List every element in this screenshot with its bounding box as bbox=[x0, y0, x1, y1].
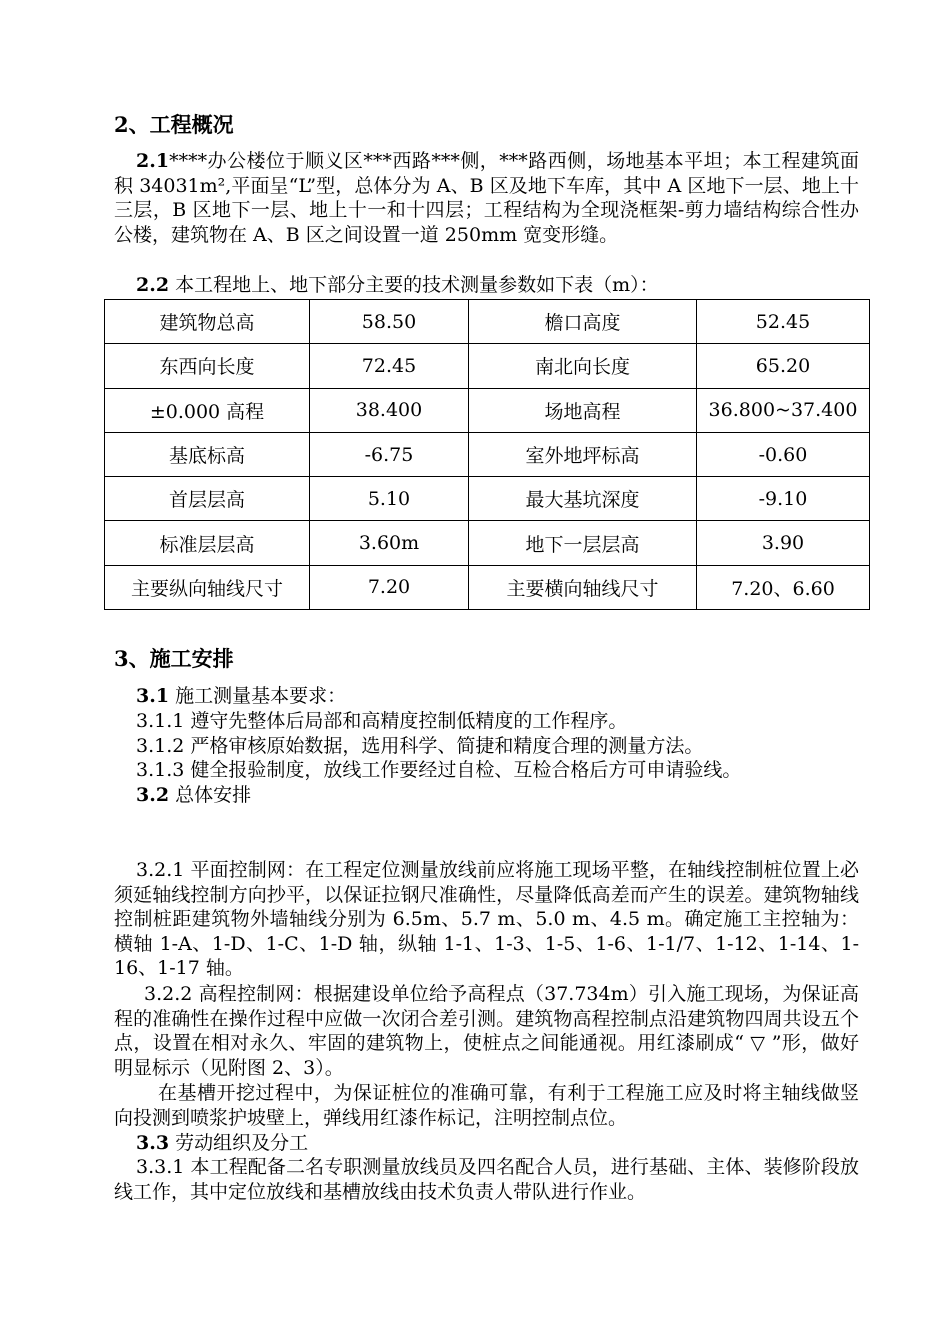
table-label-cell: 南北向长度 bbox=[469, 344, 697, 388]
item-3-1-1: 3.1.1 遵守先整体后局部和高精度控制低精度的工作程序。 bbox=[136, 710, 628, 732]
table-label-cell: 地下一层层高 bbox=[469, 521, 697, 565]
item-3-1-label: 3.1 bbox=[136, 685, 170, 707]
paragraph-2-2-label: 2.2 bbox=[136, 274, 170, 296]
item-3-3 bbox=[114, 1131, 896, 1156]
item-3-3-label: 3.3 bbox=[136, 1132, 170, 1154]
item-3-2-2-continued: 在基槽开挖过程中，为保证桩位的准确可靠，有利于工程施工应及时将主轴线做竖向投测到喷浆护坡壁上，弹线用红漆作标记，注明控制点位。 bbox=[114, 1082, 859, 1129]
table-value-cell: 7.20 bbox=[310, 565, 469, 609]
table-row bbox=[105, 565, 870, 609]
table-label-cell: 檐口高度 bbox=[469, 300, 697, 344]
table-row bbox=[105, 477, 870, 521]
paragraph-2-1 bbox=[114, 149, 859, 247]
table-row bbox=[105, 388, 870, 432]
item-3-2 bbox=[114, 783, 896, 808]
item-3-1-2: 3.1.2 严格审核原始数据，选用科学、简捷和精度合理的测量方法。 bbox=[136, 735, 704, 757]
table-value-cell: -9.10 bbox=[697, 477, 870, 521]
table-value-cell: 5.10 bbox=[310, 477, 469, 521]
table-value-cell: -6.75 bbox=[310, 432, 469, 476]
table-row bbox=[105, 521, 870, 565]
section-2-heading: 2、工程概况 bbox=[114, 112, 234, 137]
table-value-cell: 72.45 bbox=[310, 344, 469, 388]
table-label-cell: 主要纵向轴线尺寸 bbox=[105, 565, 310, 609]
item-3-2-label: 3.2 bbox=[136, 784, 170, 806]
paragraph-2-2-text: 本工程地上、地下部分主要的技术测量参数如下表（m）： bbox=[169, 274, 659, 296]
table-value-cell: 52.45 bbox=[697, 300, 870, 344]
paragraph-2-1-label: 2.1 bbox=[136, 150, 170, 172]
table-value-cell: 65.20 bbox=[697, 344, 870, 388]
item-3-2-2: 3.2.2 高程控制网：根据建设单位给予高程点（37.734m）引入施工现场，为保证高程的准确性在操作过程中应做一次闭合差引测。建筑物高程控制点沿建筑物四周共设五个点，设置在相对永久、牢固的建筑物上，使桩点之间能通视。用红漆刷成“ ▽ ”形，做好明显标示（见附图 2、3）。 bbox=[114, 983, 859, 1079]
item-3-1 bbox=[114, 684, 896, 709]
table-label-cell: 标准层层高 bbox=[105, 521, 310, 565]
table-label-cell: 场地高程 bbox=[469, 388, 697, 432]
table-label-cell: 基底标高 bbox=[105, 432, 310, 476]
table-value-cell: 3.90 bbox=[697, 521, 870, 565]
item-3-2-text: 总体安排 bbox=[169, 784, 252, 806]
table-label-cell: 最大基坑深度 bbox=[469, 477, 697, 521]
section-3-heading: 3、施工安排 bbox=[114, 646, 234, 671]
paragraph-2-1-text: ****办公楼位于顺义区***西路***侧，***路西侧，场地基本平坦；本工程建筑面积 34031m²,平面呈“L”型，总体分为 A、B 区及地下车库，其中 A 区地下一层、地上十三层，B 区地下一层、地上十一和十四层；工程结构为全现浇框架-剪力墙结构综合性办公楼，建筑物在 A、B 区之间设置一道 250mm 宽变形缝。 bbox=[114, 150, 859, 246]
table-row bbox=[105, 432, 870, 476]
table-label-cell: 东西向长度 bbox=[105, 344, 310, 388]
table-value-cell: 58.50 bbox=[310, 300, 469, 344]
table-label-cell: 建筑物总高 bbox=[105, 300, 310, 344]
item-3-1-text: 施工测量基本要求： bbox=[169, 685, 347, 707]
item-3-3-1: 3.3.1 本工程配备二名专职测量放线员及四名配合人员，进行基础、主体、装修阶段放线工作，其中定位放线和基槽放线由技术负责人带队进行作业。 bbox=[114, 1156, 859, 1203]
table-value-cell: 36.800~37.400 bbox=[697, 388, 870, 432]
survey-parameters-table bbox=[104, 299, 870, 610]
table-label-cell: ±0.000 高程 bbox=[105, 388, 310, 432]
paragraph-2-2 bbox=[114, 273, 896, 298]
table-label-cell: 主要横向轴线尺寸 bbox=[469, 565, 697, 609]
item-3-2-1: 3.2.1 平面控制网：在工程定位测量放线前应将施工现场平整，在轴线控制桩位置上必须延轴线控制方向抄平，以保证拉钢尺准确性，尽量降低高差而产生的误差。建筑物轴线控制桩距建筑物外墙轴线分别为 6.5m、5.7 m、5.0 m、4.5 m。确定施工主控轴为：横轴 1-A、1-D、1-C、1-D 轴，纵轴 1-1、1-3、1-5、1-6、1-1/7、1-12、1-14、1-16、1-17 轴。 bbox=[114, 859, 859, 980]
table-value-cell: 3.60m bbox=[310, 521, 469, 565]
table-row bbox=[105, 344, 870, 388]
table-label-cell: 首层层高 bbox=[105, 477, 310, 521]
item-3-3-text: 劳动组织及分工 bbox=[169, 1132, 309, 1154]
table-label-cell: 室外地坪标高 bbox=[469, 432, 697, 476]
table-value-cell: 38.400 bbox=[310, 388, 469, 432]
item-3-1-3: 3.1.3 健全报验制度，放线工作要经过自检、互检合格后方可申请验线。 bbox=[136, 759, 742, 781]
table-value-cell: -0.60 bbox=[697, 432, 870, 476]
table-value-cell: 7.20、6.60 bbox=[697, 565, 870, 609]
table-row bbox=[105, 300, 870, 344]
